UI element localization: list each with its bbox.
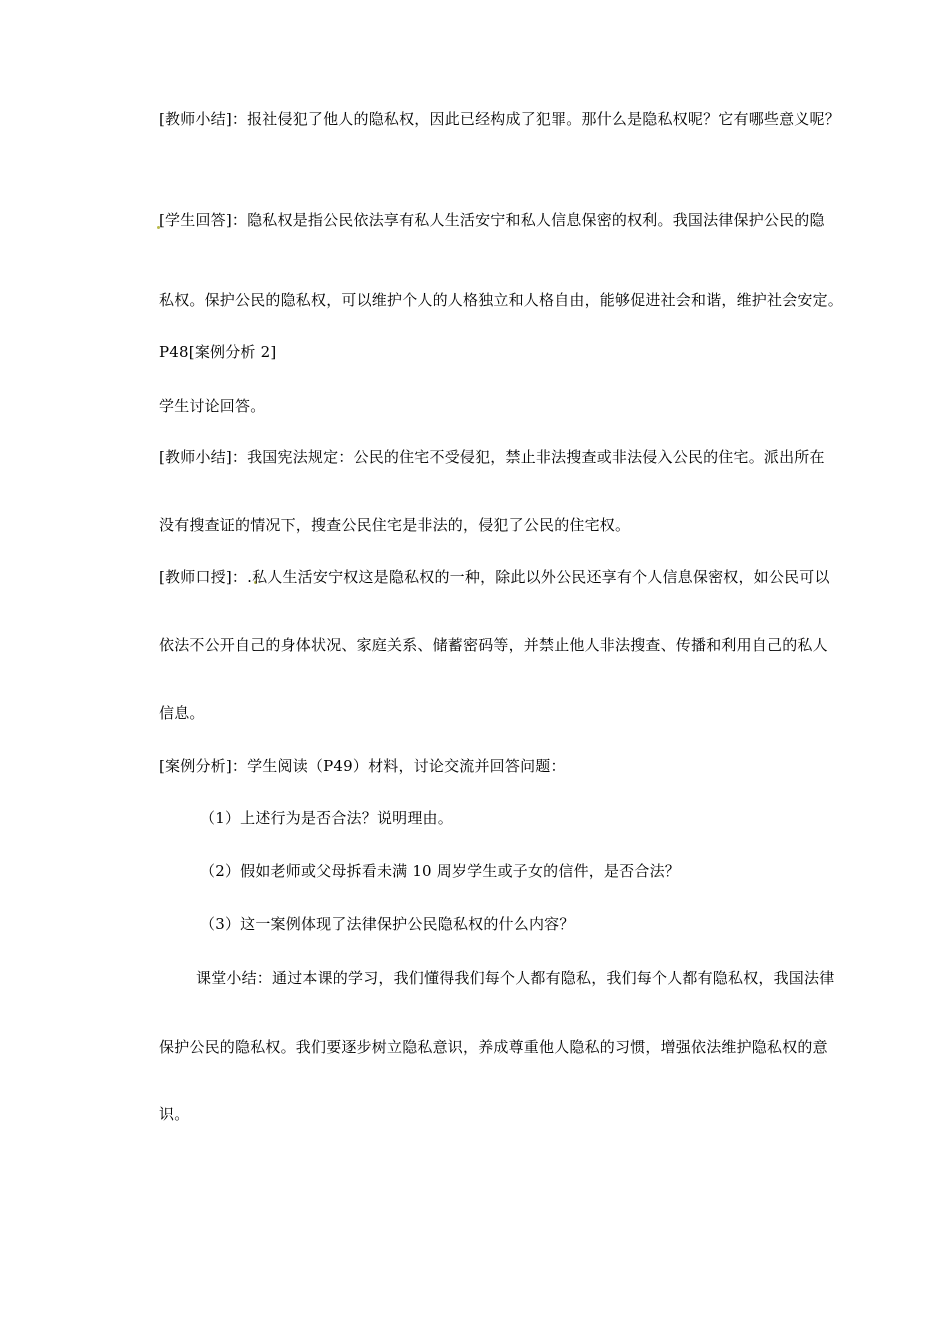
question-2: （2）假如老师或父母拆看未满 10 周岁学生或子女的信件，是否合法？ [200, 862, 680, 880]
paragraph-teacher-summary-2: [教师小结]：我国宪法规定：公民的住宅不受侵犯，禁止非法搜查或非法侵入公民的住宅。派出所在 [159, 448, 825, 466]
paragraph-teacher-summary-1: [教师小结]：报社侵犯了他人的隐私权，因此已经构成了犯罪。那什么是隐私权呢？它有哪些意义呢？ [159, 110, 840, 128]
paragraph-teacher-lecture-end: 信息。 [159, 704, 205, 722]
paragraph-case-analysis: [案例分析]：学生阅读（P49）材料，讨论交流并回答问题： [159, 757, 566, 775]
paragraph-class-summary: 课堂小结：通过本课的学习，我们懂得我们每个人都有隐私，我们每个人都有隐私权，我国法律 [196, 969, 835, 987]
paragraph-class-summary-cont: 保护公民的隐私权。我们要逐步树立隐私意识，养成尊重他人隐私的习惯，增强依法维护隐私权的意 [159, 1038, 828, 1056]
question-1: （1）上述行为是否合法？说明理由。 [200, 809, 453, 827]
paragraph-class-summary-end: 识。 [159, 1105, 190, 1123]
question-3: （3）这一案例体现了法律保护公民隐私权的什么内容？ [200, 915, 575, 933]
paragraph-teacher-summary-2-cont: 没有搜查证的情况下，搜查公民住宅是非法的，侵犯了公民的住宅权。 [159, 516, 631, 534]
paragraph-teacher-lecture-cont: 依法不公开自己的身体状况、家庭关系、储蓄密码等，并禁止他人非法搜查、传播和利用自己的私人 [159, 636, 828, 654]
paragraph-student-answer: [学生回答]：隐私权是指公民依法享有私人生活安宁和私人信息保密的权利。我国法律保护公民的隐 [159, 211, 825, 229]
paragraph-student-answer-cont: 私权。保护公民的隐私权，可以维护个人的人格独立和人格自由，能够促进社会和谐，维护社会安定。 [159, 291, 844, 309]
paragraph-student-discussion: 学生讨论回答。 [159, 397, 266, 415]
section-heading-case-analysis-2: P48[案例分析 2] [159, 343, 277, 361]
paragraph-teacher-lecture: [教师口授]：.私人生活安宁权这是隐私权的一种，除此以外公民还享有个人信息保密权，如公民可以 [159, 568, 830, 586]
